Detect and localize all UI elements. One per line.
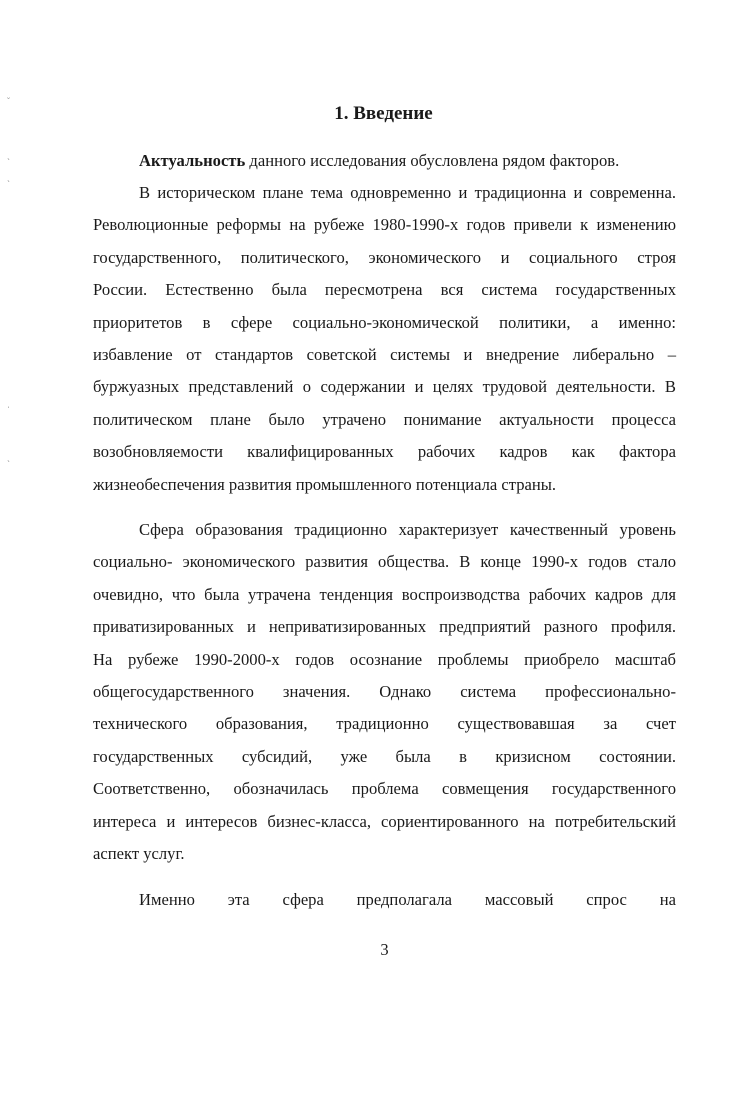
text-line: Соответственно, обозначилась проблема совмещения государственного: [93, 779, 676, 799]
text-line: технического образования, традиционно существовавшая за счет: [93, 714, 676, 734]
margin-mark: ˘: [7, 96, 10, 106]
margin-mark: ˎ: [7, 150, 10, 160]
section-heading-text: 1. Введение: [334, 103, 433, 124]
body-text: [93, 145, 676, 177]
text-line: политическом плане было утрачено понимание актуальности процесса: [93, 409, 676, 429]
text-line: Революционные реформы на рубеже 1980-1990-х годов привели к изменению: [93, 215, 676, 235]
text-line: На рубеже 1990-2000-х годов осознание проблемы приобрело масштаб: [93, 649, 676, 669]
intro-rest: данного исследования обусловлена рядом факторов.: [245, 151, 620, 170]
intro-bold: Актуальность: [139, 151, 246, 170]
margin-mark: ˏ: [7, 172, 10, 182]
text-line: общегосударственного значения. Однако система профессионально-: [93, 681, 676, 701]
text-line: буржуазных представлений о содержании и целях трудовой деятельности. В: [93, 377, 676, 397]
margin-mark: ˏ: [7, 452, 10, 462]
text-line: государственного, политического, экономического и социального строя: [93, 247, 676, 267]
paragraph-2: [93, 514, 676, 870]
text-line: приватизированных и неприватизированных предприятий разного профиля.: [93, 617, 676, 637]
text-line: очевидно, что была утрачена тенденция воспроизводства рабочих кадров для: [93, 584, 676, 604]
section-heading: [0, 103, 733, 125]
text-line: Сфера образования традиционно характеризует качественный уровень: [139, 520, 676, 539]
text-line: приоритетов в сфере социально-экономической политики, а именно:: [93, 312, 676, 332]
intro-line: [93, 145, 676, 177]
text-line: России. Естественно была пересмотрена вся система государственных: [93, 280, 676, 300]
paragraph-3: [93, 884, 676, 916]
margin-mark: ˈ: [7, 405, 10, 415]
page-number: [0, 940, 733, 960]
text-line: интереса и интересов бизнес-класса, сориентированного на потребительский: [93, 811, 676, 831]
text-line: жизнеобеспечения развития промышленного потенциала страны.: [93, 474, 557, 494]
text-line: социально- экономического развития общества. В конце 1990-х годов стало: [93, 552, 676, 572]
paragraph-1: [93, 177, 676, 501]
text-line: аспект услуг.: [93, 843, 185, 863]
text-line: Именно эта сфера предполагала массовый спрос на: [139, 890, 676, 909]
page-number-text: 3: [380, 940, 389, 959]
text-line: возобновляемости квалифицированных рабочих кадров как фактора: [93, 442, 676, 462]
text-line: государственных субсидий, уже была в кризисном состоянии.: [93, 746, 676, 766]
text-line: В историческом плане тема одновременно и традиционна и современна.: [139, 183, 676, 202]
text-line: избавление от стандартов советской системы и внедрение либерально –: [93, 344, 676, 364]
